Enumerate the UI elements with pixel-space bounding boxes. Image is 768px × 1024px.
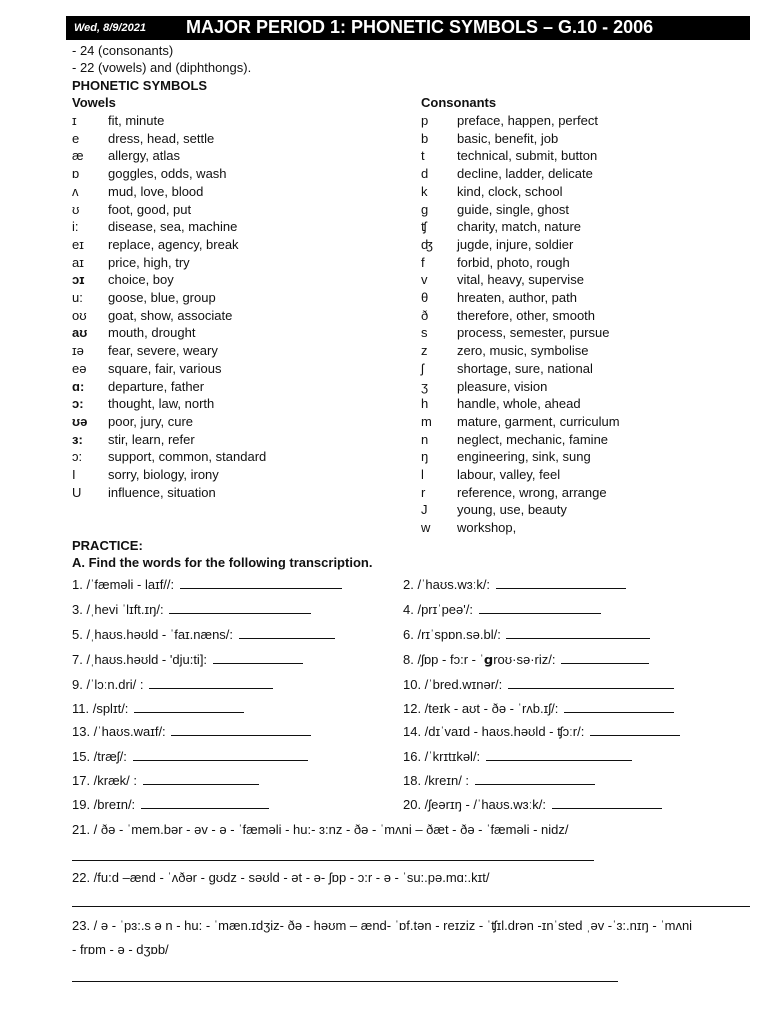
vowel-examples: choice, boy	[108, 272, 174, 288]
exercise-item	[72, 676, 273, 694]
consonant-examples: hreaten, author, path	[457, 290, 577, 305]
consonant-examples: jugde, injure, soldier	[457, 236, 574, 252]
vowel-examples: dress, head, settle	[108, 130, 215, 146]
answer-blank[interactable]	[564, 700, 674, 713]
consonant-examples: decline, ladder, delicate	[457, 166, 593, 182]
exercise-prompt: 4. /prɪˈpeə'/:	[403, 602, 477, 617]
vowel-symbol: ɔ:	[72, 449, 83, 465]
exercise-item	[403, 576, 626, 594]
vowel-symbol: ʊ	[72, 201, 80, 217]
exercise-prompt: 14. /dɪˈvaɪd - haʊs.həʊld - ʧɔːr/:	[403, 724, 588, 739]
section-heading-phonetic-symbols: PHONETIC SYMBOLS	[72, 78, 208, 93]
exercise-item	[403, 700, 674, 718]
exercise-item	[72, 748, 308, 766]
answer-line[interactable]	[72, 981, 618, 982]
exercise-item-23: 23. / ə - ˈpɜ:.s ə n - hu: - ˈmæn.ɪdʒiz- ðə - həʊm – ænd- ˈɒf.tən - reɪziz - ˈʧɪl.drən -ɪnˈsted ˌəv -ˈɜ:.nɪŋ - ˈmʌni	[72, 918, 693, 933]
header-date: Wed, 8/9/2021	[74, 22, 146, 34]
consonant-examples: workshop,	[457, 520, 517, 536]
consonant-symbol: l	[421, 467, 424, 482]
vowel-symbol: ɑ:	[72, 378, 85, 394]
answer-blank[interactable]	[561, 651, 649, 664]
consonant-symbol: ʃ	[421, 360, 424, 376]
consonant-symbol: w	[421, 520, 431, 536]
answer-blank[interactable]	[180, 576, 342, 589]
vowel-examples: thought, law, north	[108, 396, 215, 412]
consonant-examples: engineering, sink, sung	[457, 449, 591, 465]
exercise-prompt: 20. /ʃeərɪŋ - /ˈhaʊs.wɜːk/:	[403, 797, 550, 812]
exercise-prompt: 12. /teɪk - aʊt - ðə - ˈrʌb.ɪʃ/:	[403, 701, 562, 716]
consonant-symbol: J	[421, 502, 428, 518]
vowel-symbol: aɪ	[72, 254, 84, 270]
consonant-examples: forbid, photo, rough	[457, 254, 570, 270]
consonant-symbol: ʧ	[421, 219, 427, 235]
exercise-prompt: 18. /kreɪn/ :	[403, 773, 473, 788]
vowel-examples: mud, love, blood	[108, 183, 204, 199]
vowel-examples: poor, jury, cure	[108, 413, 194, 429]
page-title: MAJOR PERIOD 1: PHONETIC SYMBOLS – G.10 - 2006	[186, 17, 654, 37]
answer-blank[interactable]	[239, 626, 335, 639]
consonant-examples: guide, single, ghost	[457, 201, 570, 217]
vowel-symbol: eɪ	[72, 236, 84, 252]
vowel-symbol: u:	[72, 290, 83, 305]
vowel-symbol: ɔɪ	[72, 272, 85, 288]
answer-blank[interactable]	[496, 576, 626, 589]
consonant-examples: zero, music, symbolise	[457, 343, 589, 359]
answer-blank[interactable]	[134, 700, 244, 713]
consonant-symbol: s	[421, 325, 428, 341]
vowel-symbol: I	[72, 467, 76, 482]
vowel-examples: price, high, try	[108, 254, 190, 270]
consonant-examples: mature, garment, curriculum	[457, 413, 620, 429]
consonant-symbol: ʒ	[421, 378, 429, 394]
exercise-prompt: 2. /ˈhaʊs.wɜːk/:	[403, 577, 494, 592]
exercise-prompt: 6. /rɪˈspɒn.sə.bl/:	[403, 627, 505, 642]
exercise-prompt: 5. /ˌhaʊs.həʊld - ˈfaɪ.næns/:	[72, 627, 237, 642]
answer-blank[interactable]	[169, 601, 311, 614]
vowel-examples: departure, father	[108, 378, 205, 394]
consonant-examples: basic, benefit, job	[457, 130, 559, 146]
consonant-symbol: m	[421, 413, 432, 429]
exercise-item	[72, 651, 303, 669]
answer-blank[interactable]	[475, 772, 595, 785]
vowel-examples: fit, minute	[108, 113, 165, 128]
exercise-item-22: 22. /fu:d –ænd - ˈʌðər - ɡʊdz - səʊld - ət - ə- ʃɒp - ɔ:r - ə - ˈsu:.pə.mɑ:.kɪt/	[72, 870, 490, 885]
consonant-examples: reference, wrong, arrange	[457, 484, 607, 500]
exercise-prompt: 9. /ˈlɔːn.dri/ :	[72, 677, 148, 692]
consonant-symbol: ŋ	[421, 449, 429, 465]
vowel-symbol: ɔ:	[72, 396, 84, 412]
consonant-symbol: θ	[421, 290, 429, 305]
answer-blank[interactable]	[133, 748, 308, 761]
exercise-prompt: 11. /splɪt/:	[72, 701, 133, 716]
answer-blank[interactable]	[506, 626, 650, 639]
consonant-symbol: ð	[421, 307, 429, 323]
practice-heading: PRACTICE:	[72, 538, 143, 553]
exercise-prompt: 10. /ˈbred.wɪnər/:	[403, 677, 506, 692]
header-bar	[66, 16, 750, 40]
vowel-examples: goat, show, associate	[108, 307, 233, 323]
exercise-item	[403, 723, 680, 741]
consonant-examples: vital, heavy, supervise	[457, 272, 584, 288]
consonant-symbol: b	[421, 130, 429, 146]
vowel-symbol: ɜ:	[72, 431, 83, 447]
exercise-item	[72, 723, 311, 741]
consonant-symbol: f	[421, 254, 425, 270]
answer-blank[interactable]	[213, 651, 303, 664]
consonant-examples: technical, submit, button	[457, 148, 598, 164]
consonant-examples: neglect, mechanic, famine	[457, 431, 609, 447]
exercise-prompt: 13. /ˈhaʊs.waɪf/:	[72, 724, 170, 739]
vowel-symbol: eə	[72, 360, 87, 376]
vowel-symbol: oʊ	[72, 307, 87, 323]
vowel-symbol: æ	[72, 148, 84, 164]
vowel-examples: goose, blue, group	[108, 290, 216, 305]
exercise-item	[403, 796, 662, 814]
exercise-item	[403, 651, 649, 669]
vowel-symbol: ʌ	[72, 183, 79, 199]
intro-vowel-count: - 22 (vowels) and (diphthongs).	[72, 60, 252, 75]
vowel-examples: mouth, drought	[108, 325, 196, 341]
consonant-symbol: v	[421, 272, 428, 288]
intro-consonant-count: - 24 (consonants)	[72, 43, 174, 58]
exercise-item	[72, 576, 342, 594]
exercise-prompt: 17. /kræk/ :	[72, 773, 141, 788]
exercise-prompt: 8. /ʃɒp - fɔ:r - ˈ𝗴roʊ·sə·riz/:	[403, 652, 560, 667]
vowel-examples: disease, sea, machine	[108, 219, 238, 235]
vowel-symbol: ɪə	[72, 343, 84, 359]
consonant-examples: kind, clock, school	[457, 183, 563, 199]
answer-line[interactable]	[72, 860, 594, 861]
exercise-prompt: 19. /breɪn/:	[72, 797, 139, 812]
consonant-symbol: t	[421, 148, 425, 164]
exercise-prompt: 3. /ˌhevi ˈlɪft.ɪŋ/:	[72, 602, 168, 617]
vowel-examples: support, common, standard	[108, 449, 267, 465]
consonant-symbol: p	[421, 113, 429, 128]
consonant-examples: process, semester, pursue	[457, 325, 610, 341]
exercise-prompt: 1. /ˈfæməli - laɪf//:	[72, 577, 178, 592]
consonant-examples: young, use, beauty	[457, 502, 567, 518]
exercise-prompt: 16. /ˈkrɪtɪkəl/:	[403, 749, 484, 764]
vowel-examples: influence, situation	[108, 484, 216, 500]
vowel-symbol: ɒ	[72, 166, 80, 182]
vowel-examples: foot, good, put	[108, 201, 192, 217]
vowel-examples: replace, agency, break	[108, 236, 239, 252]
consonant-examples: preface, happen, perfect	[457, 113, 598, 128]
vowel-examples: fear, severe, weary	[108, 343, 218, 359]
answer-line[interactable]	[72, 906, 750, 907]
vowel-examples: goggles, odds, wash	[108, 166, 227, 182]
exercise-item	[72, 772, 259, 790]
consonant-symbol: d	[421, 166, 429, 182]
answer-blank[interactable]	[486, 748, 632, 761]
answer-blank[interactable]	[141, 796, 269, 809]
vowels-heading: Vowels	[72, 95, 116, 110]
consonant-symbol: k	[421, 183, 428, 199]
consonant-symbol: z	[421, 343, 428, 359]
exercise-item-21: 21. / ðə - ˈmem.bər - əv - ə - ˈfæməli - hu:- ɜ:nz - ðə - ˈmʌni – ðæt - ðə - ˈfæməli - nidz/	[72, 822, 569, 837]
answer-blank[interactable]	[479, 601, 601, 614]
consonants-heading: Consonants	[421, 95, 497, 110]
exercise-prompt: 15. /træʃ/:	[72, 749, 131, 764]
consonant-symbol: ɡ	[421, 201, 429, 217]
consonant-examples: charity, match, nature	[457, 219, 582, 235]
answer-blank[interactable]	[508, 676, 674, 689]
vowel-symbol: U	[72, 484, 82, 500]
exercise-item	[72, 601, 311, 619]
vowel-examples: allergy, atlas	[108, 148, 181, 164]
vowel-symbol: ʊə	[72, 413, 88, 429]
exercise-prompt: 7. /ˌhaʊs.həʊld - 'dju:ti]:	[72, 652, 211, 667]
consonant-symbol: n	[421, 431, 429, 447]
vowel-symbol: e	[72, 130, 80, 146]
answer-blank[interactable]	[143, 772, 259, 785]
answer-blank[interactable]	[552, 796, 662, 809]
exercise-item	[403, 772, 595, 790]
vowel-symbol: aʊ	[72, 325, 88, 341]
answer-blank[interactable]	[590, 723, 680, 736]
answer-blank[interactable]	[149, 676, 273, 689]
exercise-item	[403, 601, 601, 619]
consonant-examples: therefore, other, smooth	[457, 307, 596, 323]
consonant-examples: labour, valley, feel	[457, 467, 561, 482]
vowel-examples: sorry, biology, irony	[108, 467, 219, 482]
exercise-item	[403, 626, 650, 644]
exercise-item	[403, 748, 632, 766]
vowel-symbol: i:	[72, 219, 79, 235]
consonant-symbol: h	[421, 396, 429, 412]
vowel-examples: stir, learn, refer	[108, 431, 195, 447]
exercise-item	[403, 676, 674, 694]
vowel-symbol: ɪ	[72, 113, 77, 128]
consonant-symbol: ʤ	[421, 236, 433, 252]
consonant-examples: handle, whole, ahead	[457, 396, 581, 412]
answer-blank[interactable]	[171, 723, 311, 736]
consonant-examples: pleasure, vision	[457, 378, 548, 394]
exercise-item-23-continued: - frɒm - ə - dʒɒb/	[72, 942, 169, 957]
exercise-item	[72, 700, 244, 718]
vowel-examples: square, fair, various	[108, 360, 222, 376]
exercise-item	[72, 626, 335, 644]
practice-instruction: A. Find the words for the following transcription.	[72, 555, 373, 570]
consonant-examples: shortage, sure, national	[457, 360, 593, 376]
exercise-item	[72, 796, 269, 814]
consonant-symbol: r	[421, 484, 426, 500]
